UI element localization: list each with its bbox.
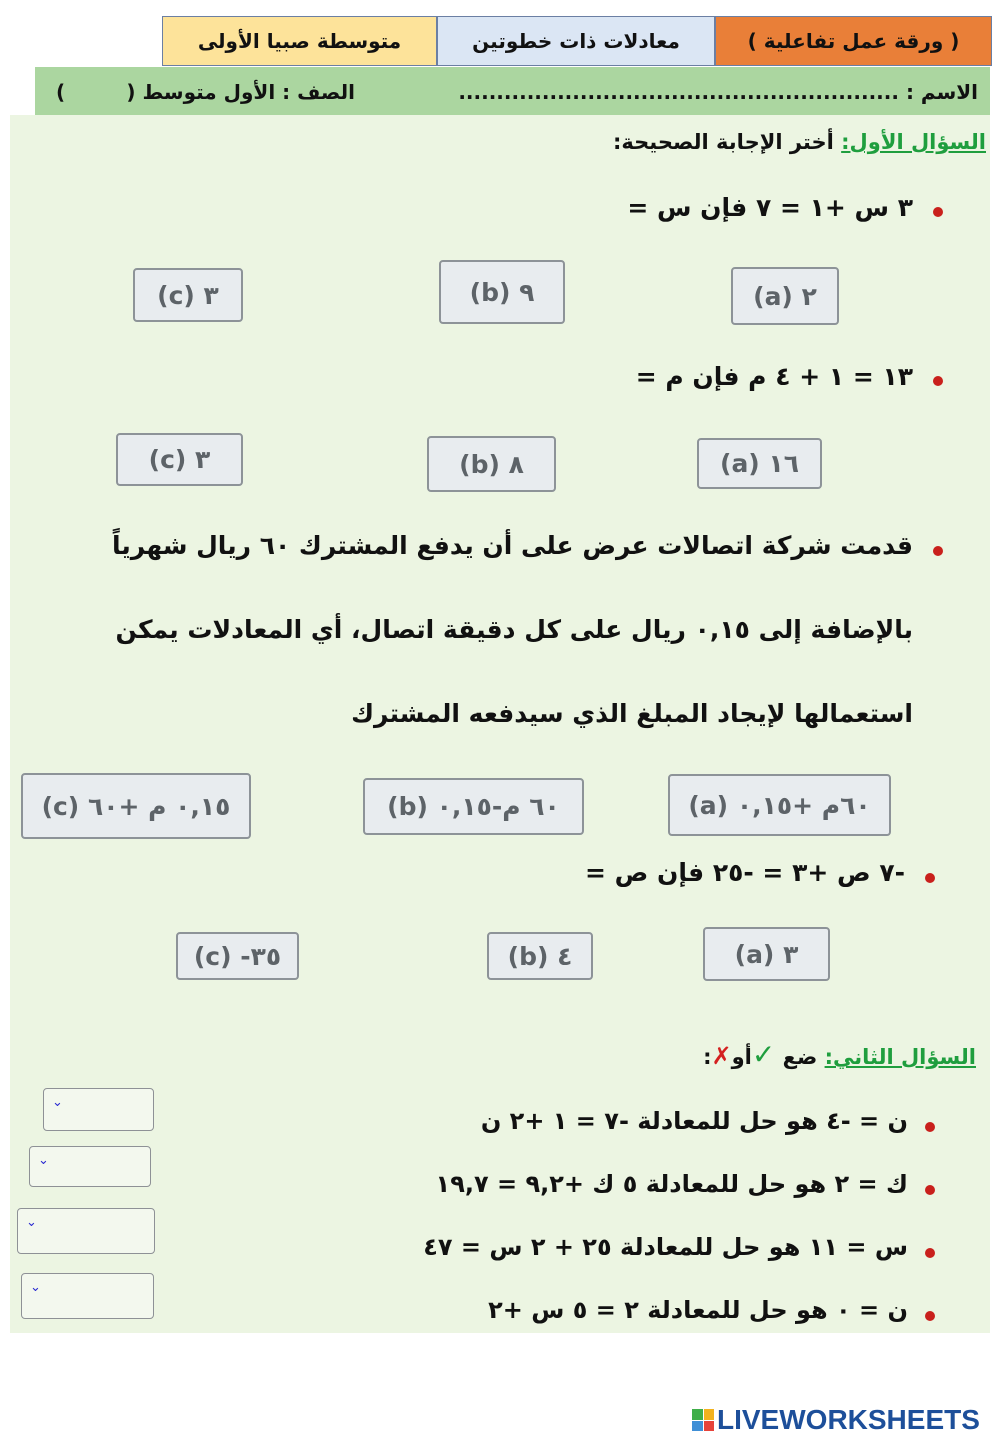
school-cell [162,16,437,66]
q2-item3-text: س = ١١ هو حل للمعادلة ٢٥ + ٢ س = ٤٧ [423,1233,908,1261]
q2-item1-dropdown[interactable] [43,1088,154,1131]
q1-item2-option-b[interactable]: (b) ٨ [427,436,556,492]
bullet-icon [933,376,943,386]
school-name: متوسطة صبيا الأولى [197,29,402,53]
q1-item4-option-a[interactable]: (a) ٣ [703,927,830,981]
q2-item3-dropdown[interactable] [17,1208,155,1254]
q2-heading [703,1038,976,1071]
q2-item4-dropdown[interactable] [21,1273,154,1319]
liveworksheets-logo [692,1404,980,1436]
q2-item4-text: ن = ٠ هو حل للمعادلة ٢ = ٥ س +٢ [488,1296,908,1324]
q2-item2-text: ك = ٢ هو حل للمعادلة ٥ ك +٩,٢ = ١٩,٧ [435,1170,908,1198]
q1-item3-option-a[interactable]: (a) ٦٠م +٠,١٥ [668,774,891,836]
q1-item2-option-c[interactable]: (c) ٣ [116,433,243,486]
q1-label: السؤال الأول: [841,130,986,154]
q1-item4-option-c[interactable]: (c) -٣٥ [176,932,299,980]
check-icon: ✓ [751,1038,776,1071]
q2-instruction-3: : [703,1045,712,1069]
q1-item3-line2: بالإضافة إلى ٠,١٥ ريال على كل دقيقة اتصال، أي المعادلات يمكن [115,615,913,644]
q1-item1-option-c[interactable]: (c) ٣ [133,268,243,322]
worksheet-type: ( ورقة عمل تفاعلية ) [747,29,960,53]
q1-item3-option-c[interactable]: (c) ٠,١٥ م +٦٠ [21,773,251,839]
q2-instruction-2: أو [731,1045,752,1069]
q1-item3-line1: قدمت شركة اتصالات عرض على أن يدفع المشترك ٦٠ ريال شهرياً [112,531,913,560]
q1-item2-text: ١٣ = ١ + ٤ م فإن م = [635,362,913,391]
q1-item2-option-a[interactable]: (a) ١٦ [697,438,822,489]
q1-item3-line3: استعمالها لإيجاد المبلغ الذي سيدفعه المشترك [351,699,913,728]
bullet-icon [925,1248,935,1258]
bullet-icon [933,546,943,556]
class-label: الصف : الأول متوسط ( [126,80,355,104]
bullet-icon [925,1311,935,1321]
q1-heading [613,130,986,154]
q1-item1-option-b[interactable]: (b) ٩ [439,260,565,324]
q2-label: السؤال الثاني: [824,1045,976,1069]
q1-instruction: أختر الإجابة الصحيحة: [613,130,834,154]
topic-cell [437,16,715,66]
class-close: ) [56,80,66,104]
bullet-icon [925,873,935,883]
chevron-down-icon: ⌄ [52,1095,63,1110]
topic-title: معادلات ذات خطوتين [472,29,680,53]
logo-text: LIVEWORKSHEETS [717,1404,980,1435]
bullet-icon [933,207,943,217]
cross-icon: ✗ [711,1042,732,1070]
bullet-icon [925,1185,935,1195]
q1-item3-option-b[interactable]: (b) ٦٠ م-٠,١٥ [363,778,584,835]
name-label: الاسم : .......................................................... [458,80,978,104]
logo-icon [692,1409,714,1431]
chevron-down-icon: ⌄ [30,1280,41,1295]
chevron-down-icon: ⌄ [38,1153,49,1168]
q1-item1-text: ٣ س +١ = ٧ فإن س = [627,193,913,222]
bullet-icon [925,1122,935,1132]
worksheet-type-cell [715,16,992,66]
q2-item2-dropdown[interactable] [29,1146,151,1187]
q1-item4-text: -٧ ص +٣ = -٢٥ فإن ص = [585,858,905,887]
q1-item4-option-b[interactable]: (b) ٤ [487,932,593,980]
q2-instruction-1: ضع [782,1045,818,1069]
q1-item1-option-a[interactable]: (a) ٢ [731,267,839,325]
q2-item1-text: ن = -٤ هو حل للمعادلة -٧ = ١ +٢ ن [480,1107,908,1135]
chevron-down-icon: ⌄ [26,1215,37,1230]
